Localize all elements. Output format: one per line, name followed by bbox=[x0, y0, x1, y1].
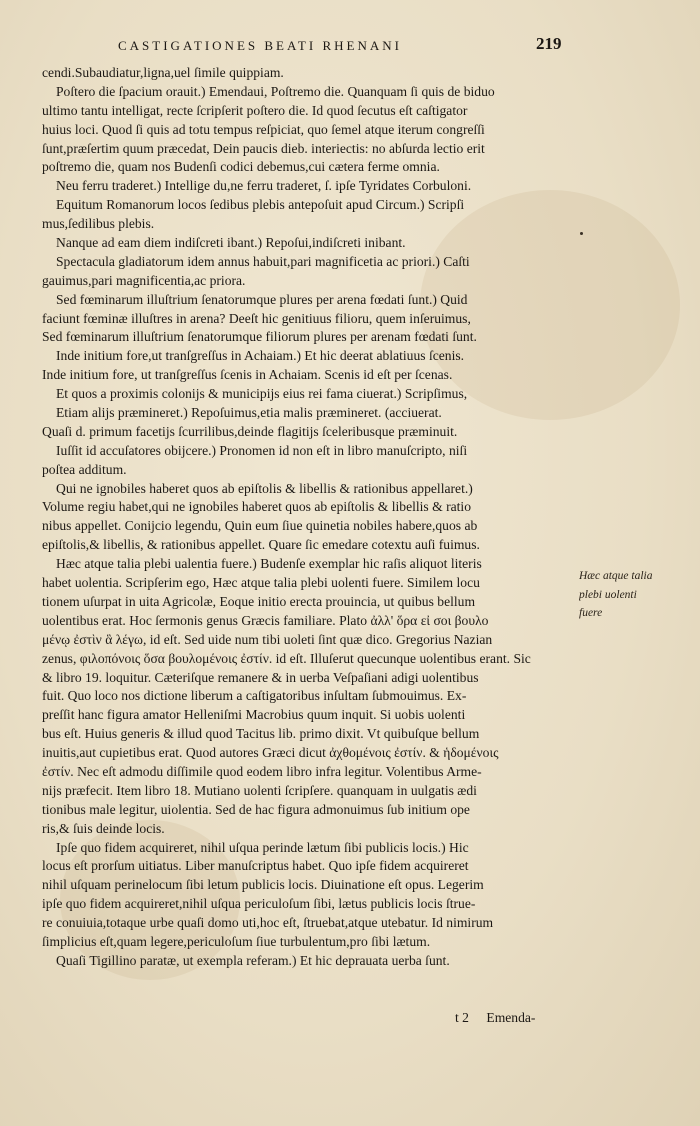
text-line: poſtea additum. bbox=[42, 461, 127, 477]
text-line: ris,& ſuis deinde locis. bbox=[42, 820, 165, 836]
text-line: Volume regiu habet,qui ne ignobiles haberet quos ab epiſtolis & libellis & ratio bbox=[42, 499, 472, 515]
text-line: bus eſt. Huius generis & illud quod Tacitus lib. primo dixit. Vt quibuſque bellum bbox=[42, 726, 480, 742]
text-line: fuit. Quo loco nos dictione liberum a caſtigatoribus inſultam ſubmouimus. Ex- bbox=[42, 688, 467, 704]
catchword: Emenda- bbox=[486, 1010, 536, 1025]
text-line: ἐστίν. Nec eſt admodu diſſimile quod eodem libro infra legitur. Volentibus Arme- bbox=[42, 763, 482, 779]
page-number: 219 bbox=[536, 34, 562, 53]
text-line: nihil uſquam perinelocum ſibi letum publicis locis. Diuinatione eſt opus. Legerim bbox=[42, 877, 484, 893]
text-line: & libro 19. loquitur. Cæteriſque remanere & in uerba Veſpaſiani adigi uolentibus bbox=[42, 669, 479, 685]
text-line: ſimplicius eſt,quam legere,periculoſum ſiue turbulentum,pro ſibi lætum. bbox=[42, 933, 431, 949]
text-line: Neu ferru traderet.) Intellige du,ne ferru traderet, ſ. ipſe Tyridates Corbuloni. bbox=[56, 178, 472, 194]
text-line: uolentibus erat. Hoc ſermonis genus Græcis familiare. Plato ἀλλ' ὅρα εἰ σοι βουλο bbox=[42, 612, 489, 628]
text-line: Hæc atque talia plebi ualentia fuere.) Budenſe exemplar hic raſis aliquot literis bbox=[56, 556, 482, 572]
text-line: Poſtero die ſpacium orauit.) Emendaui, Poſtremo die. Quanquam ſi quis de biduo bbox=[56, 83, 495, 99]
text-line: locus eſt prorſum uitiatus. Liber manuſcriptus habet. Quo ipſe fidem acquireret bbox=[42, 858, 469, 874]
text-line: Ipſe quo fidem acquireret, nihil uſqua perinde lætum ſibi publicis locis.) Hic bbox=[56, 839, 469, 855]
ink-dot bbox=[580, 232, 583, 235]
text-line: Iuſſit id accuſatores obijcere.) Pronomen id non eſt in libro manuſcripto, niſi bbox=[56, 442, 468, 458]
text-line: nijs præfecit. Item libro 18. Mutiano uolenti ſcripſere. quanquam in uulgatis ædi bbox=[42, 782, 477, 798]
main-text bbox=[42, 64, 574, 971]
text-line: nibus appellet. Conijcio legendu, Quin eum ſiue quinetia nobiles habere,quos ab bbox=[42, 518, 478, 534]
text-line: cendi.Subaudiatur,ligna,uel ſimile quippiam. bbox=[42, 65, 284, 80]
text-line: ultimo tantu intelligat, recte ſcripſerit poſtero die. Id quod ſecutus eſt caſtigator bbox=[42, 102, 468, 118]
text-line: preſſit hanc figura amator Helleniſmi Macrobius quum inquit. Si uobis uolenti bbox=[42, 707, 466, 723]
text-line: Inde initium fore,ut tranſgreſſus in Achaiam.) Et hic deerat ablatiuus ſcenis. bbox=[56, 348, 465, 364]
text-line: inuitis,aut cupietibus erat. Quod autores Græci dicut ἀχθομένοις ἐστίν. & ἡδομένοις bbox=[42, 745, 499, 761]
text-line: Spectacula gladiatorum idem annus habuit,pari magnificetia ac priori.) Caſti bbox=[56, 253, 470, 269]
catchword-line bbox=[455, 1010, 575, 1026]
text-line: μένῳ ἐστὶν ἃ λέγω, id eſt. Sed uide num tibi uoleti ſint quæ dico. Gregorius Nazian bbox=[42, 631, 493, 647]
text-line: Quaſi d. primum facetijs ſcurrilibus,deinde flagitijs ſceleribusque præminuit. bbox=[42, 423, 458, 439]
text-line: tionibus male legitur, uiolentia. Sed de hac figura admonuimus ſub initium ope bbox=[42, 801, 470, 817]
text-line: huius loci. Quod ſi quis ad totu tempus reſpiciat, quo ſemel atque iterum congreſſi bbox=[42, 121, 485, 137]
marginal-note-line: Hæc atque talia bbox=[579, 570, 653, 582]
text-line: tionem uſurpat in uita Agricolæ, Eoque initio erecta prouincia, ut quibus bellum bbox=[42, 593, 476, 609]
text-line: Et quos a proximis colonijs & municipijs eius rei fama ciuerat.) Scripſimus, bbox=[56, 386, 468, 402]
text-line: Sed fœminarum illuſtrium ſenatorumque plures per arena fœdati ſunt.) Quid bbox=[56, 291, 468, 307]
text-line: habet uolentia. Scripſerim ego, Hæc atque talia plebi uolenti fuere. Similem locu bbox=[42, 575, 480, 591]
text-line: poſtremo die, quam nos Budenſi codici debemus,cui cætera ferme omnia. bbox=[42, 159, 440, 175]
text-line: faciunt fœminæ illuſtres in arena? Deeſt hic genitiuus filioru, quem inſeruimus, bbox=[42, 310, 471, 326]
text-line: ipſe quo fidem acquireret,nihil uſqua periculoſum ſibi, lætus publicis locis ſtrue- bbox=[42, 896, 476, 912]
signature-mark: t 2 bbox=[455, 1010, 469, 1025]
marginal-note-line: fuere bbox=[579, 607, 603, 619]
text-line: zenus, φιλοπόνοις ὅσα βουλομένοις ἐστίν. id eſt. Illuſerut quecunque uolentibus erant. Sic bbox=[42, 650, 531, 666]
marginal-note bbox=[579, 567, 697, 623]
marginal-note-line: plebi uolenti bbox=[579, 588, 637, 601]
running-head: CASTIGATIONES BEATI RHENANI bbox=[118, 38, 402, 53]
text-line: Nanque ad eam diem indiſcreti ibant.) Repoſui,indiſcreti inibant. bbox=[56, 235, 406, 251]
text-line: ſunt,præſertim quum præcedat, Dein paucis dieb. interiectis: no abſurda lectio erit bbox=[42, 140, 485, 156]
text-line: gauimus,pari magnificentia,ac priora. bbox=[42, 272, 246, 288]
text-line: mus,ſedilibus plebis. bbox=[42, 216, 155, 232]
text-line: Sed fœminarum illuſtrium ſenatorumque filiorum plures per arenam fœdati ſunt. bbox=[42, 329, 477, 345]
text-line: Etiam alijs præmineret.) Repoſuimus,etia malis præmineret. (acciuerat. bbox=[56, 405, 442, 421]
text-line: Equitum Romanorum locos ſedibus plebis antepoſuit apud Circum.) Scripſi bbox=[56, 197, 465, 213]
text-line: re conuiuia,totaque urbe quaſi domo uti,hoc eſt, ſtruebat,atque utebatur. Id nimirum bbox=[42, 915, 494, 931]
text-line: Inde initium fore, ut tranſgreſſus ſcenis in Achaiam. Scenis id eſt per ſcenas. bbox=[42, 367, 453, 383]
text-line: epiſtolis,& libellis, & rationibus appellet. Quare ſic emedare cotextu auſi fuimus. bbox=[42, 537, 480, 553]
text-line: Quaſi Tigillino paratæ, ut exempla referam.) Et hic deprauata uerba ſunt. bbox=[56, 952, 450, 968]
text-line: Qui ne ignobiles haberet quos ab epiſtolis & libellis & rationibus appellaret.) bbox=[56, 480, 473, 496]
